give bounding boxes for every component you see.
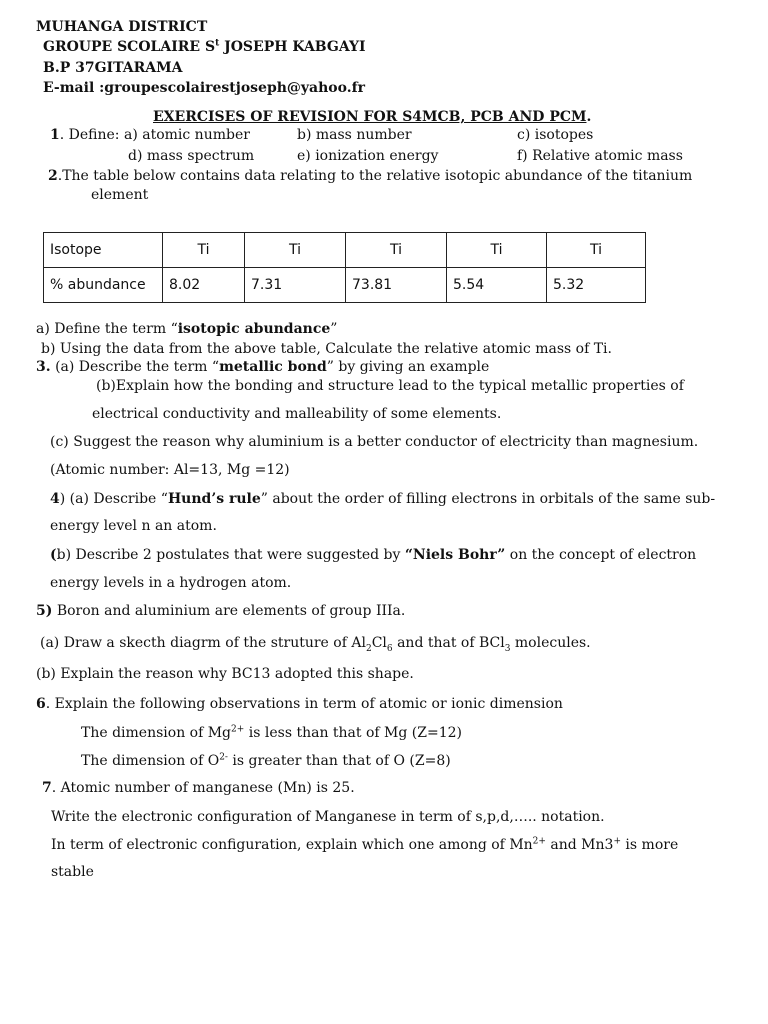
po-box-line: B.P 37GITARAMA [43, 60, 183, 76]
q4-part-b-line2: energy levels in a hydrogen atom. [50, 575, 292, 591]
q5-line [36, 604, 405, 618]
q5-part-a-end: molecules. [510, 635, 591, 651]
q1-number: 1 [50, 127, 60, 143]
q6-obs2-end: is greater than that of O (Z=8) [227, 753, 451, 769]
q3-part-b-line2: electrical conductivity and malleability of some elements. [92, 406, 502, 422]
q2-part-a-start: a) Define the term “ [36, 321, 178, 337]
q3-part-b-line1: (b)Explain how the bonding and structure lead to the typical metallic properties of [96, 378, 684, 394]
q3-part-c-line1: (c) Suggest the reason why aluminium is a better conductor of electricity than magnesium. [50, 434, 699, 450]
table-row [44, 233, 646, 268]
q5-part-a-cl: Cl [371, 635, 387, 651]
q5-part-b: (b) Explain the reason why BC13 adopted this shape. [36, 666, 414, 682]
q5-number: 5) [36, 603, 53, 619]
table-header-cell: Ti [346, 233, 447, 268]
page-title [153, 110, 591, 124]
q6-observation-2 [81, 754, 451, 768]
q1-part-d: d) mass spectrum [128, 148, 255, 164]
q4-part-b-term: “Niels Bohr” [404, 547, 506, 563]
q6-obs2-start: The dimension of O [81, 753, 220, 769]
table-header-cell: Ti [245, 233, 346, 268]
q6-obs1-end: is less than that of Mg (Z=12) [244, 725, 462, 741]
q3-part-a-end: ” by giving an example [326, 359, 490, 375]
q7-line [42, 781, 355, 795]
q1-part-b: b) mass number [297, 127, 412, 143]
q6-number: 6 [36, 696, 46, 712]
table-cell: % abundance [44, 268, 163, 303]
q2-number: 2 [48, 168, 58, 184]
q5-part-a-mid: and that of BCl [392, 635, 505, 651]
q7-part-2-line2: stable [51, 864, 94, 880]
table-row [44, 268, 646, 303]
q7-number: 7 [42, 780, 52, 796]
q1-part-a: . Define: a) atomic number [59, 127, 250, 143]
table-header-cell: Ti [163, 233, 245, 268]
q2-part-a [36, 322, 337, 336]
q2-line1 [48, 169, 692, 183]
q2-part-b: b) Using the data from the above table, Calculate the relative atomic mass of Ti. [41, 341, 612, 357]
q1-part-f: f) Relative atomic mass [517, 148, 683, 164]
q7-text: . Atomic number of manganese (Mn) is 25. [51, 780, 355, 796]
q2-part-a-end: ” [330, 321, 338, 337]
q4-part-b-start: b) Describe 2 postulates that were suggested by [56, 547, 405, 563]
table-cell: 73.81 [346, 268, 447, 303]
q5-part-a-sub1: 2 [365, 643, 372, 654]
q3-part-a-start: (a) Describe the term “ [50, 359, 220, 375]
q3-part-c-line2: (Atomic number: Al=13, Mg =12) [50, 462, 290, 478]
school-name-end: JOSEPH KABGAYI [219, 39, 366, 55]
table-header-cell: Ti [447, 233, 547, 268]
q7-part-1: Write the electronic configuration of Manganese in term of s,p,d,….. notation. [51, 809, 605, 825]
page-title-period: . [586, 109, 592, 125]
q4-part-b-end: on the concept of electron [505, 547, 697, 563]
q4-part-b-paren: ( [50, 547, 57, 563]
q5-part-a [40, 635, 591, 654]
q2-text: .The table below contains data relating to the relative isotopic abundance of the titanium [57, 168, 693, 184]
q7-part-2 [51, 838, 678, 852]
q1-part-c: c) isotopes [517, 127, 594, 143]
q4-number: 4 [50, 491, 60, 507]
q6-obs1-start: The dimension of Mg [81, 725, 232, 741]
q3-number: 3. [36, 359, 51, 375]
q4-part-a-start: ) (a) Describe “ [59, 491, 168, 507]
q5-part-a-sub2: 6 [386, 643, 393, 654]
q2-part-a-term: isotopic abundance [177, 321, 331, 337]
q5-part-a-start: (a) Draw a skecth diagrm of the struture of Al [40, 635, 366, 651]
table-cell: 7.31 [245, 268, 346, 303]
q7-part-2-sup1: 2+ [532, 836, 546, 847]
q1-part-e: e) ionization energy [297, 148, 439, 164]
q6-observation-1 [81, 726, 462, 740]
email-line: E-mail :groupescolairestjoseph@yahoo.fr [43, 80, 366, 96]
q5-text: Boron and aluminium are elements of group IIIa. [52, 603, 406, 619]
page-title-text: EXERCISES OF REVISION FOR S4MCB, PCB AND PCM [153, 109, 587, 125]
q2-line2: element [91, 187, 149, 203]
q7-part-2-end: is more [620, 837, 679, 853]
q4-part-a-line1 [50, 492, 715, 506]
q7-part-2-start: In term of electronic configuration, explain which one among of Mn [51, 837, 533, 853]
isotope-table [43, 232, 646, 303]
table-cell: 5.54 [447, 268, 547, 303]
q6-obs2-sup: 2- [219, 752, 228, 763]
q3-part-a [36, 360, 489, 374]
q6-text: . Explain the following observations in term of atomic or ionic dimension [45, 696, 563, 712]
q3-part-a-term: metallic bond [219, 359, 327, 375]
q4-part-a-line2: energy level n an atom. [50, 518, 217, 534]
q7-part-2-sup2: + [613, 836, 621, 847]
table-cell: 8.02 [163, 268, 245, 303]
q4-part-a-end: ” about the order of filling electrons in orbitals of the same sub- [260, 491, 716, 507]
q6-obs1-sup: 2+ [231, 724, 245, 735]
school-name-start: GROUPE SCOLAIRE S [43, 39, 216, 55]
table-cell: 5.32 [547, 268, 646, 303]
q7-part-2-mid: and Mn3 [545, 837, 614, 853]
district-line: MUHANGA DISTRICT [36, 19, 208, 35]
table-header-cell: Isotope [44, 233, 163, 268]
q4-part-b-line1 [50, 548, 696, 562]
school-name-sup: t [215, 38, 220, 49]
table-header-cell: Ti [547, 233, 646, 268]
q6-line [36, 697, 563, 711]
school-line [43, 40, 366, 54]
q5-part-a-sub3: 3 [504, 643, 511, 654]
q4-part-a-term: Hund’s rule [167, 491, 261, 507]
q1-line1 [50, 128, 250, 142]
